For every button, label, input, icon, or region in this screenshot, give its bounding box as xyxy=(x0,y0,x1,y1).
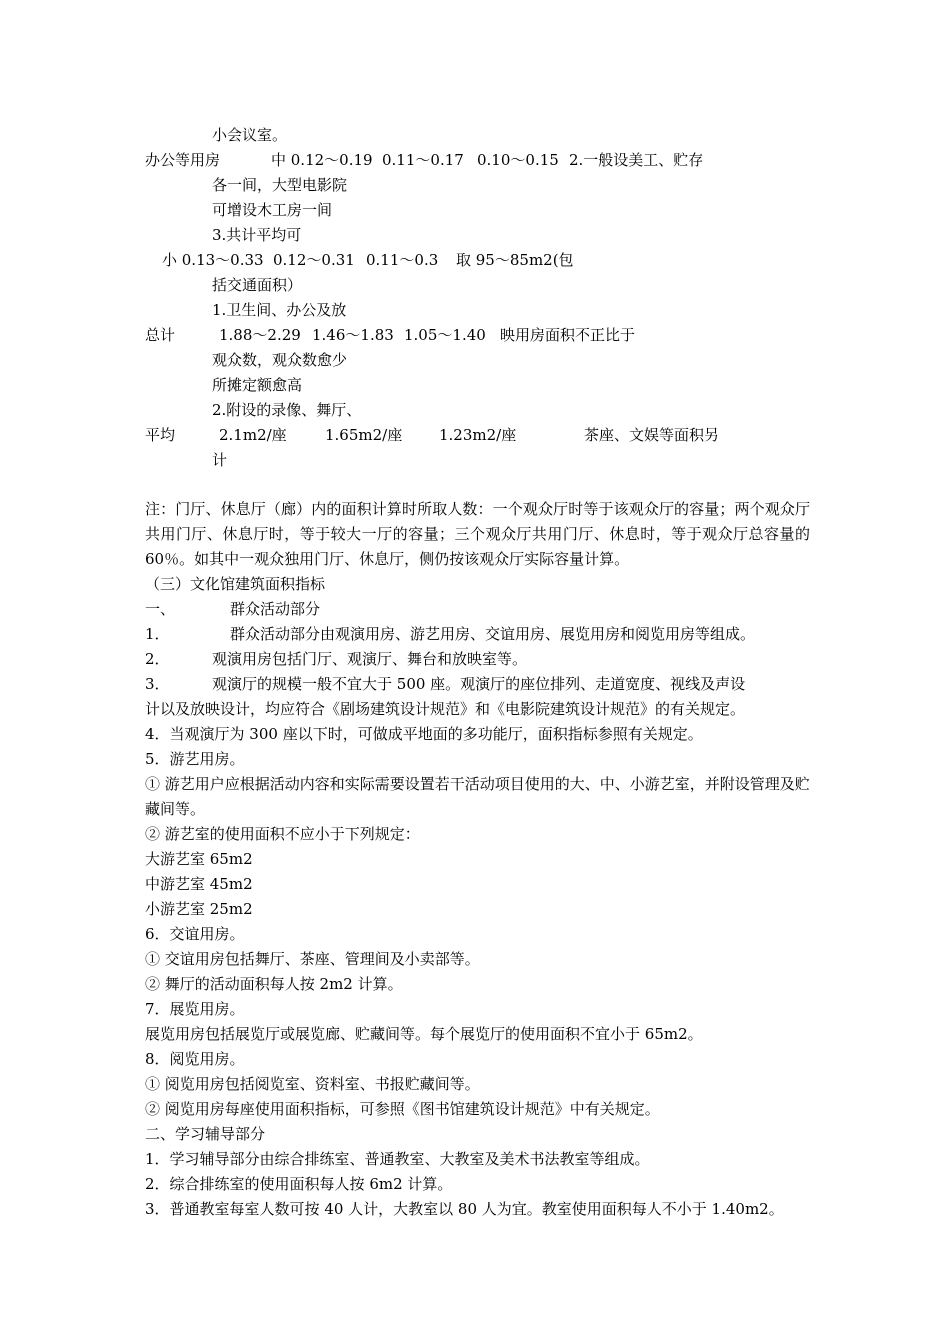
table-cell: 小 0.13～0.33 xyxy=(162,251,264,269)
table-cell: 0.10～0.15 xyxy=(477,151,559,169)
item-text: 群众活动部分由观演用房、游艺用房、交谊用房、展览用房和阅览用房等组成。 xyxy=(230,625,756,643)
item-text: ① 交谊用房包括舞厅、茶座、管理间及小卖部等。 xyxy=(145,950,480,968)
item-text: ② 舞厅的活动面积每人按 2m2 计算。 xyxy=(145,975,403,993)
section-title: 群众活动部分 xyxy=(230,600,321,618)
table-cell: 中 0.12～0.19 xyxy=(271,151,373,169)
item-text: 计以及放映设计，均应符合《剧场建筑设计规范》和《电影院建筑设计规范》的有关规定。 xyxy=(145,700,746,718)
list-item: 大游艺室 65m2 xyxy=(145,850,253,868)
table-cell: 1.65m2/座 xyxy=(325,426,403,444)
table-cell: 1.05～1.40 xyxy=(404,326,486,344)
table-note: 观众数，观众数愈少 xyxy=(212,351,348,369)
item-text: 观演用房包括门厅、观演厅、舞台和放映室等。 xyxy=(212,650,528,668)
section-number: 一、 xyxy=(145,600,176,618)
item-text: 展览用房包括展览厅或展览廊、贮藏间等。每个展览厅的使用面积不宜小于 65m2。 xyxy=(145,1025,703,1043)
table-note: 2.附设的录像、舞厅、 xyxy=(212,401,362,419)
item-text: 7．展览用房。 xyxy=(145,1000,245,1018)
item-text: ② 阅览用房每座使用面积指标，可参照《图书馆建筑设计规范》中有关规定。 xyxy=(145,1100,660,1118)
table-note: 3.共计平均可 xyxy=(212,226,302,244)
item-text: ② 游艺室的使用面积不应小于下列规定： xyxy=(145,825,420,843)
item-text: 8．阅览用房。 xyxy=(145,1050,245,1068)
table-cell: 0.11～0.17 xyxy=(382,151,464,169)
table-note: 括交通面积） xyxy=(212,276,303,294)
item-text: 观演厅的规模一般不宜大于 500 座。观演厅的座位排列、走道宽度、视线及声设 xyxy=(212,675,746,693)
item-text: ① 阅览用房包括阅览室、资料室、书报贮藏间等。 xyxy=(145,1075,480,1093)
row-label-average: 平均 xyxy=(145,426,176,444)
row-label-total: 总计 xyxy=(145,326,176,344)
table-note: 映用房面积不正比于 xyxy=(500,326,636,344)
table-cell: 1.46～1.83 xyxy=(312,326,394,344)
item-text: 4．当观演厅为 300 座以下时，可做成平地面的多功能厅，面积指标参照有关规定。 xyxy=(145,725,703,743)
table-cell: 0.11～0.3 xyxy=(366,251,439,269)
section-heading: 二、学习辅导部分 xyxy=(145,1125,266,1143)
item-text: 3．普通教室每室人数可按 40 人计，大教室以 80 人为宜。教室使用面积每人不小于 1.40m2。 xyxy=(145,1200,784,1218)
table-note: 计 xyxy=(212,451,228,469)
item-text: 2．综合排练室的使用面积每人按 6m2 计算。 xyxy=(145,1175,453,1193)
row-label-office: 办公等用房 xyxy=(145,151,221,169)
table-note: 2.一般设美工、贮存 xyxy=(569,151,704,169)
list-item: 小游艺室 25m2 xyxy=(145,900,253,918)
item-text: ① 游艺用户应根据活动内容和实际需要设置若干活动项目使用的大、中、小游艺室，并附设管理及贮藏间等。 xyxy=(145,775,810,818)
table-cell: 1.88～2.29 xyxy=(219,326,301,344)
section-heading: （三）文化馆建筑面积指标 xyxy=(145,575,326,593)
item-text: 5．游艺用房。 xyxy=(145,750,245,768)
item-text: 1．学习辅导部分由综合排练室、普通教室、大教室及美术书法教室等组成。 xyxy=(145,1150,650,1168)
table-note: 各一间，大型电影院 xyxy=(212,176,348,194)
table-note: 1.卫生间、办公及放 xyxy=(212,301,347,319)
table-note: 可增设木工房一间 xyxy=(212,201,333,219)
table-note: 茶座、文娱等面积另 xyxy=(584,426,720,444)
item-number: 3． xyxy=(145,675,170,693)
item-text: 6．交谊用房。 xyxy=(145,925,245,943)
table-cell: 0.12～0.31 xyxy=(273,251,355,269)
list-item: 中游艺室 45m2 xyxy=(145,875,253,893)
table-cell: 2.1m2/座 xyxy=(219,426,287,444)
table-cell: 1.23m2/座 xyxy=(439,426,517,444)
table-line: 小会议室。 xyxy=(212,126,288,144)
table-note: 取 95～85m2(包 xyxy=(456,251,574,269)
table-note: 所摊定额愈高 xyxy=(212,376,303,394)
note-paragraph: 注：门厅、休息厅（廊）内的面积计算时所取人数：一个观众厅时等于该观众厅的容量；两个观众厅共用门厅、休息厅时，等于较大一厅的容量；三个观众厅共用门厅、休息时，等于观众厅总容量的 60％。如其中一观众独用门厅、休息厅，侧仍按该观众厅实际容量计算。 xyxy=(145,500,810,568)
item-number: 2． xyxy=(145,650,170,668)
item-number: 1． xyxy=(145,625,170,643)
